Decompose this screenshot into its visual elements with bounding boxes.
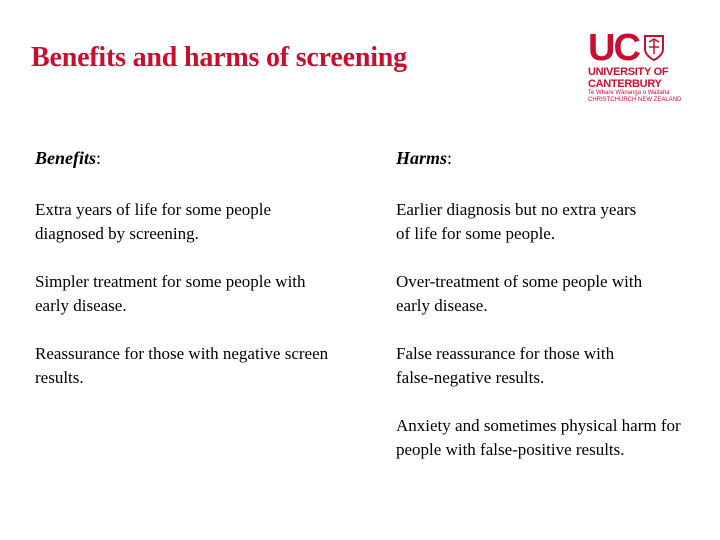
logo-uc-text: UC: [588, 27, 639, 69]
benefits-heading-colon: :: [96, 148, 102, 168]
logo-mark: [588, 27, 688, 69]
logo-line-canterbury: CANTERBURY: [588, 78, 662, 90]
harm-item: Anxiety and sometimes physical harm for people with false-positive results.: [396, 416, 681, 459]
benefit-item: Extra years of life for some people diagnosed by screening.: [35, 200, 272, 243]
logo-line-maori-name: Te Whare Wānanga o Waitaha: [588, 90, 670, 96]
crest-icon: [643, 34, 665, 62]
benefit-item: Reassurance for those with negative screen results.: [35, 344, 329, 387]
logo-line-location: CHRISTCHURCH NEW ZEALAND: [588, 97, 682, 103]
benefits-heading-text: Benefits: [35, 148, 96, 168]
harm-item: Over-treatment of some people with early disease.: [396, 272, 643, 315]
benefits-heading: [35, 148, 101, 169]
harm-item: False reassurance for those with false-negative results.: [396, 344, 615, 387]
harms-heading-colon: :: [447, 148, 453, 168]
logo-line-university-of: UNIVERSITY OF: [588, 66, 669, 78]
slide-title: Benefits and harms of screening: [31, 42, 407, 73]
benefit-item: Simpler treatment for some people with early disease.: [35, 272, 306, 315]
harm-item: Earlier diagnosis but no extra years of life for some people.: [396, 200, 637, 243]
harms-heading: [396, 148, 452, 169]
harms-heading-text: Harms: [396, 148, 448, 168]
university-logo: [588, 27, 688, 110]
